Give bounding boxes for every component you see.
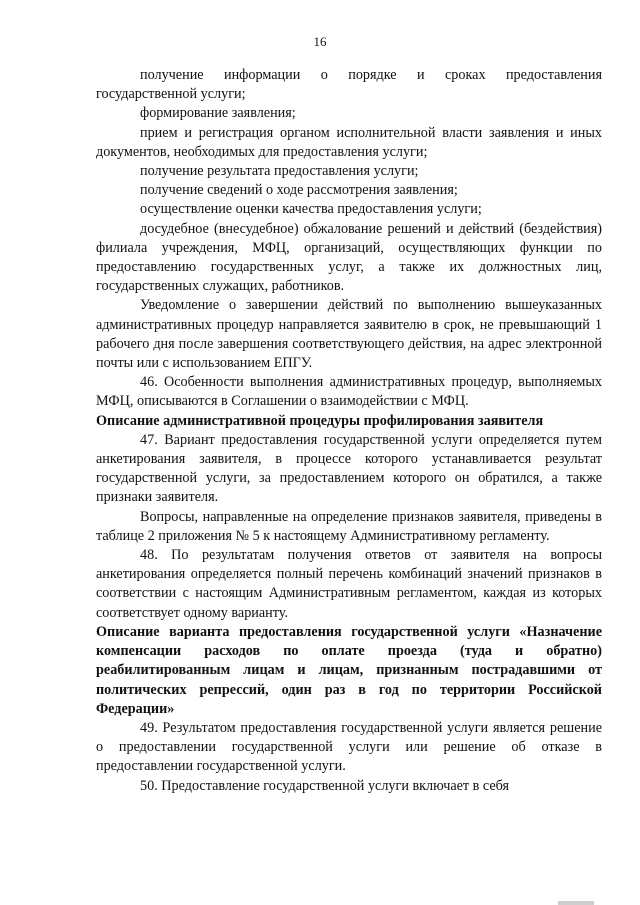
paragraph: 46. Особенности выполнения административных процедур, выполняемых МФЦ, описываются в Соглашении о взаимодействии с МФЦ. (96, 374, 602, 410)
paragraph: получение информации о порядке и сроках предоставления государственной услуги; (96, 67, 602, 103)
paragraph: досудебное (внесудебное) обжалование решений и действий (бездействия) филиала учреждения, МФЦ, организаций, осуществляющих функции по предоставлению государственных услуг, а также их должностных лиц, государственных служащих, работников. (96, 220, 602, 295)
paragraph: Уведомление о завершении действий по выполнению вышеуказанных административных процедур направляется заявителю в срок, не превышающий 1 рабочего дня после завершения соответствующего действия, на адрес электронной почты или с использованием ЕПГУ. (96, 297, 602, 372)
paragraph: формирование заявления; (140, 105, 296, 122)
paragraph: получение сведений о ходе рассмотрения заявления; (140, 182, 458, 199)
paragraph: 49. Результатом предоставления государственной услуги является решение о предоставлении государственной услуги или решение об отказе в предоставлении государственной услуги. (96, 719, 602, 775)
paragraph: прием и регистрация органом исполнительной власти заявления и иных документов, необходимых для предоставления услуги; (96, 124, 602, 160)
section-heading: Описание административной процедуры профилирования заявителя (96, 412, 544, 429)
document-body (96, 66, 602, 796)
section-heading: Описание варианта предоставления государственной услуги «Назначение компенсации расходов по оплате проезда (туда и обратно) реабилитированным лицам и лицам, признанным пострадавшими от политических репрессий, один раз в год по территории Российской Федерации» (96, 623, 602, 717)
scan-artifact (558, 901, 594, 905)
paragraph: 48. По результатам получения ответов от заявителя на вопросы анкетирования определяется полный перечень комбинаций значений признаков в соответствии с настоящим Административным регламентом, каждая из которых соответствует одному варианту. (96, 547, 602, 621)
paragraph: осуществление оценки качества предоставления услуги; (140, 201, 482, 218)
paragraph: 50. Предоставление государственной услуги включает в себя (140, 777, 510, 794)
page-number: 16 (313, 34, 327, 49)
paragraph: получение результата предоставления услуги; (140, 163, 419, 180)
paragraph: 47. Вариант предоставления государственной услуги определяется путем анкетирования заявителя, в процессе которого устанавливается результат государственной услуги, за предоставлением которого он обратился, а также признаки заявителя. (96, 431, 602, 506)
paragraph: Вопросы, направленные на определение признаков заявителя, приведены в таблице 2 приложения № 5 к настоящему Административному регламенту. (96, 508, 602, 544)
